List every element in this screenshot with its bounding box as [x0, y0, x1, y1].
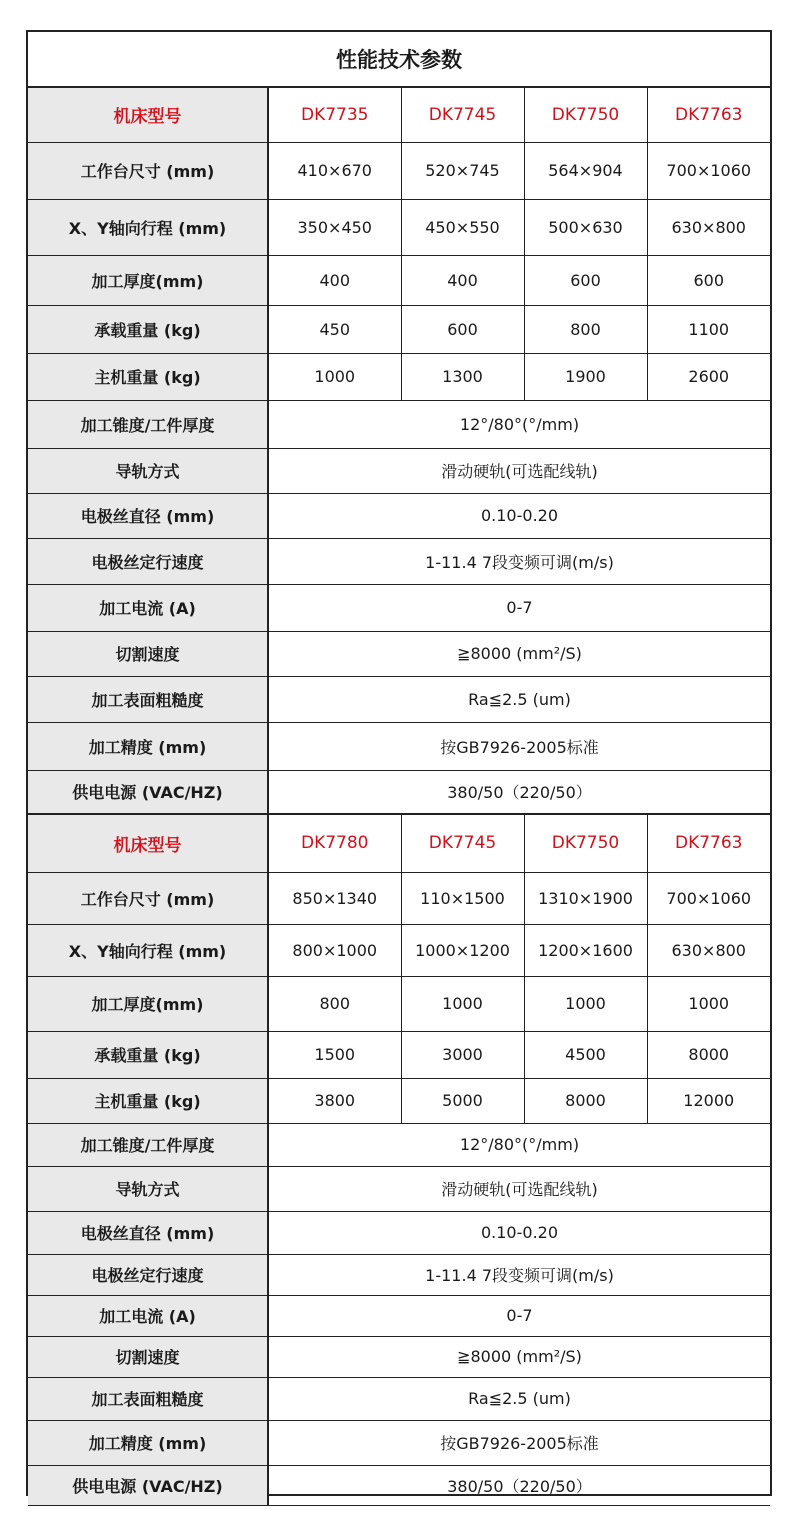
spec-value: 410×670 — [268, 142, 401, 199]
spec-value: 1300 — [401, 353, 524, 400]
common-label: 加工表面粗糙度 — [28, 1377, 268, 1420]
spec-value: 630×800 — [647, 924, 770, 976]
common-row — [28, 1123, 770, 1166]
common-value: 0.10-0.20 — [268, 1211, 770, 1254]
spec-value: 1000 — [524, 976, 647, 1031]
spec-row — [28, 1078, 770, 1123]
spec-label: 加工厚度(mm) — [28, 976, 268, 1031]
common-row — [28, 493, 770, 538]
spec-value: 1000 — [401, 976, 524, 1031]
spec-value: 500×630 — [524, 199, 647, 255]
common-label: 电极丝直径 (mm) — [28, 493, 268, 538]
model-row — [28, 88, 770, 142]
model-row — [28, 814, 770, 872]
spec-label: 承载重量 (kg) — [28, 1031, 268, 1078]
model-name: DK7735 — [268, 88, 401, 142]
spec-value: 564×904 — [524, 142, 647, 199]
model-label: 机床型号 — [28, 88, 268, 142]
common-label: 电极丝直径 (mm) — [28, 1211, 268, 1254]
spec-row — [28, 142, 770, 199]
spec-value: 1900 — [524, 353, 647, 400]
common-row — [28, 722, 770, 770]
spec-sheet — [26, 30, 772, 1496]
common-value: ≧8000 (mm²/S) — [268, 631, 770, 676]
spec-table — [28, 88, 770, 1506]
common-row — [28, 1420, 770, 1465]
common-row — [28, 631, 770, 676]
spec-value: 850×1340 — [268, 872, 401, 924]
spec-value: 520×745 — [401, 142, 524, 199]
common-value: 滑动硬轨(可选配线轨) — [268, 1166, 770, 1211]
spec-value: 400 — [268, 255, 401, 305]
model-name: DK7750 — [524, 88, 647, 142]
sheet-title: 性能技术参数 — [28, 32, 770, 88]
common-row — [28, 1254, 770, 1295]
spec-value: 700×1060 — [647, 142, 770, 199]
spec-row — [28, 199, 770, 255]
spec-label: 工作台尺寸 (mm) — [28, 142, 268, 199]
spec-value: 1500 — [268, 1031, 401, 1078]
common-row — [28, 1377, 770, 1420]
common-label: 电极丝定行速度 — [28, 538, 268, 584]
common-label: 供电电源 (VAC/HZ) — [28, 1465, 268, 1505]
common-value: 1-11.4 7段变频可调(m/s) — [268, 1254, 770, 1295]
model-name: DK7763 — [647, 88, 770, 142]
spec-value: 3000 — [401, 1031, 524, 1078]
common-label: 加工电流 (A) — [28, 584, 268, 631]
spec-value: 4500 — [524, 1031, 647, 1078]
spec-row — [28, 872, 770, 924]
spec-value: 700×1060 — [647, 872, 770, 924]
common-label: 电极丝定行速度 — [28, 1254, 268, 1295]
spec-value: 600 — [647, 255, 770, 305]
common-label: 供电电源 (VAC/HZ) — [28, 770, 268, 814]
spec-value: 800 — [268, 976, 401, 1031]
common-label: 加工表面粗糙度 — [28, 676, 268, 722]
spec-label: 承载重量 (kg) — [28, 305, 268, 353]
spec-value: 1200×1600 — [524, 924, 647, 976]
common-row — [28, 448, 770, 493]
spec-value: 110×1500 — [401, 872, 524, 924]
spec-row — [28, 305, 770, 353]
common-value: 12°/80°(°/mm) — [268, 400, 770, 448]
common-row — [28, 400, 770, 448]
spec-value: 2600 — [647, 353, 770, 400]
spec-row — [28, 255, 770, 305]
spec-row — [28, 353, 770, 400]
spec-row — [28, 976, 770, 1031]
spec-value: 450 — [268, 305, 401, 353]
common-value: Ra≦2.5 (um) — [268, 676, 770, 722]
common-row — [28, 676, 770, 722]
common-label: 导轨方式 — [28, 448, 268, 493]
common-value: 0.10-0.20 — [268, 493, 770, 538]
common-row — [28, 538, 770, 584]
model-name: DK7750 — [524, 814, 647, 872]
spec-label: 主机重量 (kg) — [28, 1078, 268, 1123]
common-value: 滑动硬轨(可选配线轨) — [268, 448, 770, 493]
model-name: DK7745 — [401, 814, 524, 872]
common-label: 导轨方式 — [28, 1166, 268, 1211]
spec-value: 3800 — [268, 1078, 401, 1123]
common-row — [28, 584, 770, 631]
common-label: 加工精度 (mm) — [28, 722, 268, 770]
spec-value: 8000 — [647, 1031, 770, 1078]
spec-value: 1310×1900 — [524, 872, 647, 924]
spec-label: 加工厚度(mm) — [28, 255, 268, 305]
common-value: 按GB7926-2005标准 — [268, 722, 770, 770]
spec-value: 1000 — [647, 976, 770, 1031]
model-name: DK7745 — [401, 88, 524, 142]
spec-label: 工作台尺寸 (mm) — [28, 872, 268, 924]
common-label: 加工电流 (A) — [28, 1295, 268, 1336]
common-row — [28, 1295, 770, 1336]
common-value: 380/50（220/50） — [268, 770, 770, 814]
model-label: 机床型号 — [28, 814, 268, 872]
spec-label: X、Y轴向行程 (mm) — [28, 924, 268, 976]
common-value: 12°/80°(°/mm) — [268, 1123, 770, 1166]
spec-value: 800 — [524, 305, 647, 353]
model-name: DK7763 — [647, 814, 770, 872]
spec-value: 350×450 — [268, 199, 401, 255]
spec-value: 450×550 — [401, 199, 524, 255]
common-row — [28, 1211, 770, 1254]
common-row — [28, 1166, 770, 1211]
spec-value: 600 — [524, 255, 647, 305]
common-value: Ra≦2.5 (um) — [268, 1377, 770, 1420]
common-value: 按GB7926-2005标准 — [268, 1420, 770, 1465]
common-label: 加工锥度/工件厚度 — [28, 400, 268, 448]
spec-value: 400 — [401, 255, 524, 305]
common-label: 切割速度 — [28, 1336, 268, 1377]
model-name: DK7780 — [268, 814, 401, 872]
spec-value: 800×1000 — [268, 924, 401, 976]
common-row — [28, 1465, 770, 1505]
spec-value: 12000 — [647, 1078, 770, 1123]
common-label: 切割速度 — [28, 631, 268, 676]
common-value: 0-7 — [268, 1295, 770, 1336]
spec-value: 600 — [401, 305, 524, 353]
common-value: 0-7 — [268, 584, 770, 631]
spec-label: 主机重量 (kg) — [28, 353, 268, 400]
common-label: 加工精度 (mm) — [28, 1420, 268, 1465]
spec-value: 1000×1200 — [401, 924, 524, 976]
spec-row — [28, 1031, 770, 1078]
common-label: 加工锥度/工件厚度 — [28, 1123, 268, 1166]
common-value: 1-11.4 7段变频可调(m/s) — [268, 538, 770, 584]
common-row — [28, 770, 770, 814]
spec-label: X、Y轴向行程 (mm) — [28, 199, 268, 255]
spec-row — [28, 924, 770, 976]
spec-value: 630×800 — [647, 199, 770, 255]
common-row — [28, 1336, 770, 1377]
spec-value: 1100 — [647, 305, 770, 353]
spec-value: 5000 — [401, 1078, 524, 1123]
spec-value: 1000 — [268, 353, 401, 400]
common-value: ≧8000 (mm²/S) — [268, 1336, 770, 1377]
spec-value: 8000 — [524, 1078, 647, 1123]
common-value: 380/50（220/50） — [268, 1465, 770, 1505]
